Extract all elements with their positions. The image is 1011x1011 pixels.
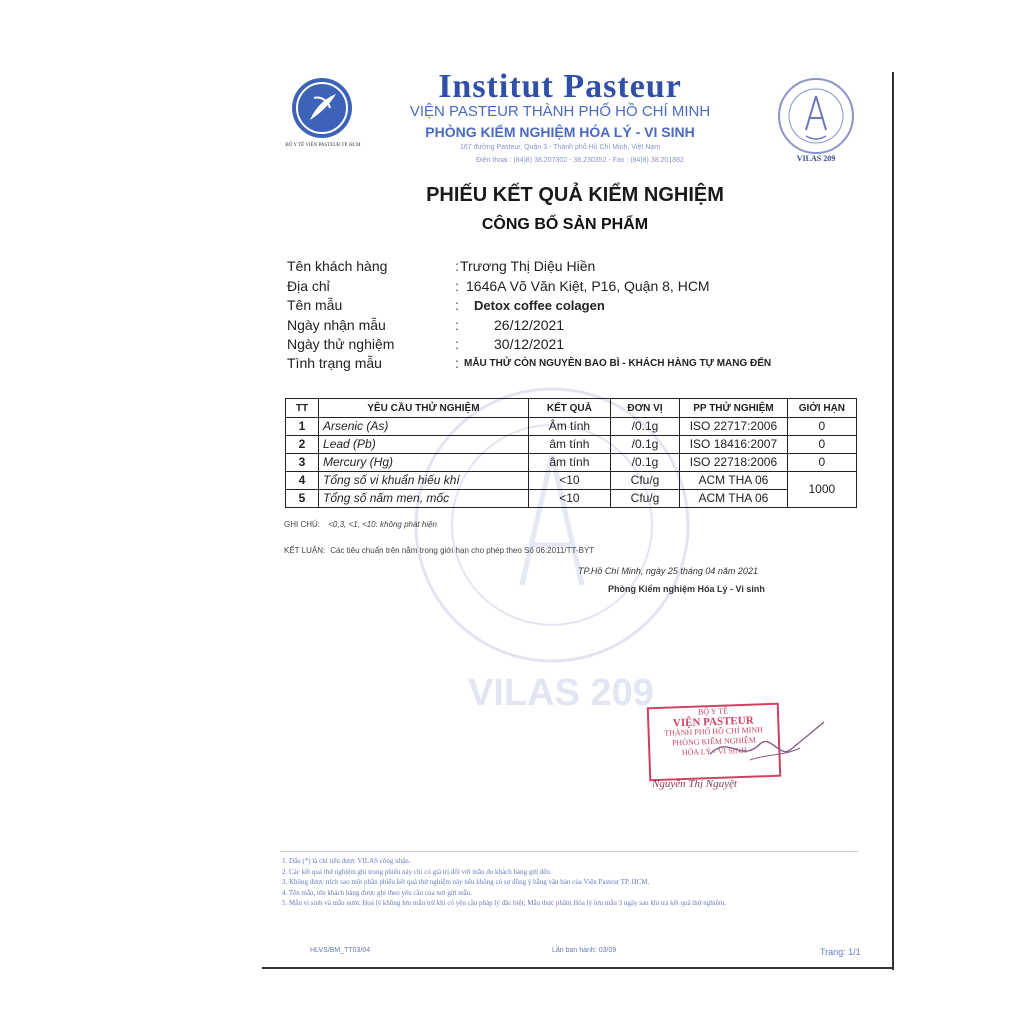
institute-contacts: Điện thoại : (84)8) 38.207302 - 38.230352 - Fax : (84)8) 38.201882 bbox=[476, 157, 684, 164]
info-separator: : bbox=[455, 355, 459, 371]
info-value-sample-status: MẪU THỬ CÒN NGUYÊN BAO BÌ - KHÁCH HÀNG TỰ MANG ĐẾN bbox=[464, 358, 772, 369]
note-line bbox=[284, 520, 437, 529]
page-edge-right bbox=[892, 72, 894, 970]
test-unit: /0.1g bbox=[610, 454, 679, 472]
column-header: PP THỬ NGHIỆM bbox=[680, 399, 788, 418]
test-result: <10 bbox=[528, 490, 610, 508]
row-number: 2 bbox=[286, 436, 319, 454]
footnote-item: 5. Mẫu vi sinh và mẫu nước Hoá lý không lưu mẫu trừ khi có yêu cầu pháp lý đặc biệt; Mẫu thực phẩm Hóa lý lưu mẫu 3 ngày sau khi trả kết quả thử nghiệm. bbox=[282, 899, 727, 907]
footnote-item: 1. Dấu (*) là chỉ tiêu được VILAS công nhận. bbox=[282, 857, 411, 865]
row-number: 3 bbox=[286, 454, 319, 472]
document-title: PHIẾU KẾT QUẢ KIỂM NGHIỆM bbox=[426, 184, 724, 206]
info-separator: : bbox=[455, 278, 459, 294]
conclusion-text: Các tiêu chuẩn trên nằm trong giới hạn cho phép theo Số 06:2011/TT-BYT bbox=[330, 546, 595, 555]
table-row bbox=[286, 472, 857, 490]
table-row bbox=[286, 490, 857, 508]
test-name: Lead (Pb) bbox=[319, 436, 529, 454]
left-logo-caption: BỘ Y TẾ VIỆN PASTEUR TP. HCM bbox=[285, 143, 361, 148]
conclusion-line bbox=[284, 546, 594, 555]
test-name: Tổng số vi khuẩn hiếu khí bbox=[319, 472, 529, 490]
test-unit: /0.1g bbox=[610, 436, 679, 454]
test-name: Mercury (Hg) bbox=[319, 454, 529, 472]
info-label-address: Địa chỉ bbox=[287, 278, 330, 294]
info-separator: : bbox=[455, 258, 459, 274]
row-number: 1 bbox=[286, 418, 319, 436]
test-method: ACM THA 06 bbox=[680, 472, 788, 490]
document-subtitle: CÔNG BỐ SẢN PHẨM bbox=[481, 216, 649, 233]
conclusion-label: KẾT LUẬN: bbox=[284, 546, 326, 555]
signature-date: TP.Hồ Chí Minh, ngày 25 tháng 04 năm 2021 bbox=[578, 566, 758, 576]
pasteur-logo-icon bbox=[290, 76, 354, 140]
test-limit: 1000 bbox=[787, 472, 856, 508]
stamp-line: VIỆN PASTEUR bbox=[672, 714, 754, 730]
institute-city-name: VIỆN PASTEUR THÀNH PHỐ HỒ CHÍ MINH bbox=[409, 103, 711, 120]
table-header-row bbox=[286, 399, 857, 418]
test-result: <10 bbox=[528, 472, 610, 490]
institute-name: Institut Pasteur bbox=[438, 68, 682, 105]
test-method: ISO 22718:2006 bbox=[680, 454, 788, 472]
test-limit: 0 bbox=[787, 436, 856, 454]
handwritten-signature-icon bbox=[700, 714, 830, 774]
stamp-line: THÀNH PHỐ HỒ CHÍ MINH bbox=[664, 725, 764, 738]
test-method: ISO 18416:2007 bbox=[680, 436, 788, 454]
table-row bbox=[286, 454, 857, 472]
signer-name: Nguyễn Thị Nguyệt bbox=[652, 778, 737, 790]
footnote-item: 3. Không được trích sao một phần phiếu kết quả thử nghiệm này nếu không có sự đồng ý bằng văn bản của Viện Pasteur TP. HCM. bbox=[282, 878, 650, 886]
column-header: ĐƠN VỊ bbox=[610, 399, 679, 418]
page-number: Trang: 1/1 bbox=[820, 947, 861, 957]
info-value-received-date: 26/12/2021 bbox=[494, 317, 565, 333]
info-label-test-date: Ngày thử nghiệm bbox=[287, 336, 395, 352]
info-separator: : bbox=[455, 317, 459, 333]
test-result: Âm tính bbox=[528, 418, 610, 436]
table-row bbox=[286, 418, 857, 436]
note-label: GHI CHÚ: bbox=[284, 520, 320, 529]
info-separator: : bbox=[455, 297, 459, 313]
footnotes bbox=[282, 856, 862, 909]
test-unit: Cfu/g bbox=[610, 472, 679, 490]
institute-address: 167 đường Pasteur, Quận 3 - Thành phố Hồ Chí Minh, Việt Nam bbox=[459, 144, 661, 151]
column-header: GIỚI HẠN bbox=[787, 399, 856, 418]
footnote-item: 4. Tên mẫu, tên khách hàng được ghi theo yêu cầu của nơi gửi mẫu. bbox=[282, 888, 473, 897]
note-text: <0,3, <1, <10: không phát hiện bbox=[328, 520, 437, 529]
watermark-vilas: VILAS 209 bbox=[468, 672, 654, 714]
info-value-customer: Trương Thị Diệu Hiền bbox=[460, 258, 596, 274]
test-name: Arsenic (As) bbox=[319, 418, 529, 436]
footnote-item: 2. Các kết quả thử nghiệm ghi trong phiếu này chỉ có giá trị đối với mẫu do khách hàng gửi đến. bbox=[282, 867, 552, 876]
info-label-received-date: Ngày nhận mẫu bbox=[287, 317, 386, 333]
stamp-line: HÓA LÝ - VI SINH bbox=[681, 745, 748, 758]
column-header: KẾT QUẢ bbox=[528, 399, 610, 418]
page-edge-bottom bbox=[262, 967, 894, 969]
test-unit: /0.1g bbox=[610, 418, 679, 436]
signature-unit: Phòng Kiểm nghiệm Hóa Lý - Vi sinh bbox=[608, 584, 765, 594]
info-label-sample-name: Tên mẫu bbox=[287, 297, 343, 313]
test-limit: 0 bbox=[787, 418, 856, 436]
info-label-customer: Tên khách hàng bbox=[287, 258, 388, 274]
stamp-line: PHÒNG KIỂM NGHIỆM bbox=[671, 735, 757, 748]
test-result: âm tính bbox=[528, 436, 610, 454]
test-method: ACM THA 06 bbox=[680, 490, 788, 508]
info-value-test-date: 30/12/2021 bbox=[494, 336, 565, 352]
footnote-divider bbox=[280, 851, 858, 852]
form-code: HLVS/BM_TT03/04 bbox=[310, 947, 371, 954]
test-unit: Cfu/g bbox=[610, 490, 679, 508]
accreditation-seal-icon bbox=[776, 76, 856, 156]
table-row bbox=[286, 436, 857, 454]
info-separator: : bbox=[455, 336, 459, 352]
issue-number: Lần ban hành: 03/09 bbox=[552, 947, 617, 954]
vilas-caption: VILAS 209 bbox=[796, 154, 836, 163]
info-label-sample-status: Tình trạng mẫu bbox=[287, 355, 382, 371]
column-header: YÊU CẦU THỬ NGHIỆM bbox=[319, 399, 529, 418]
row-number: 5 bbox=[286, 490, 319, 508]
info-value-sample-name: Detox coffee colagen bbox=[474, 298, 605, 313]
row-number: 4 bbox=[286, 472, 319, 490]
info-value-address: 1646A Võ Văn Kiệt, P16, Quận 8, HCM bbox=[466, 278, 710, 294]
test-result: âm tính bbox=[528, 454, 610, 472]
test-method: ISO 22717:2006 bbox=[680, 418, 788, 436]
column-header: TT bbox=[286, 399, 319, 418]
stamp-line: BỘ Y TẾ bbox=[697, 706, 729, 717]
test-limit: 0 bbox=[787, 454, 856, 472]
institute-lab-name: PHÒNG KIỂM NGHIỆM HÓA LÝ - VI SINH bbox=[425, 124, 695, 140]
results-table bbox=[285, 398, 857, 508]
test-name: Tổng số nấm men, mốc bbox=[319, 490, 529, 508]
